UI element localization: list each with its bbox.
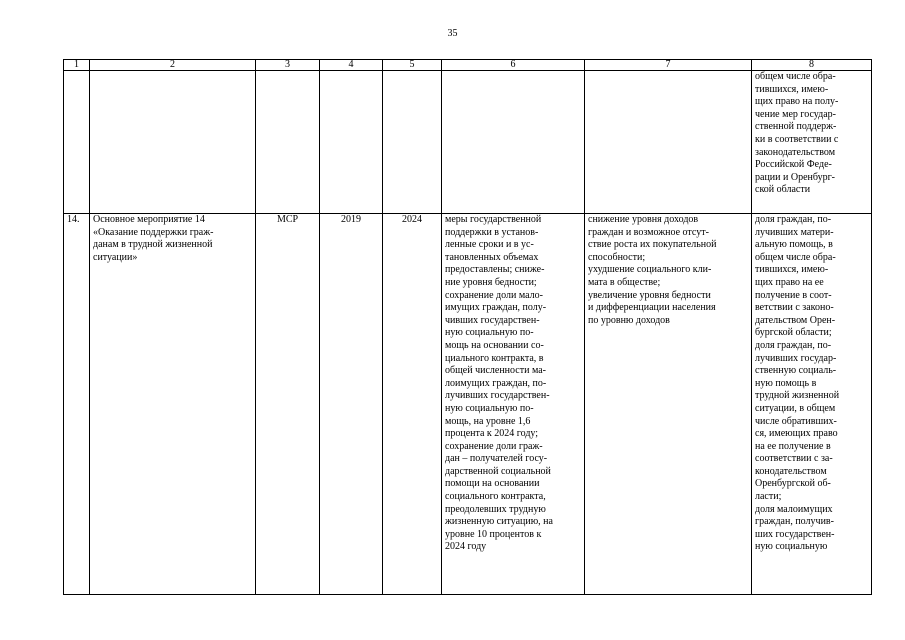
text-line: лучивших государствен- bbox=[445, 390, 550, 402]
end-year-cell: 2024 bbox=[383, 214, 442, 595]
text-line: законодательством bbox=[755, 146, 836, 158]
cell-empty bbox=[64, 71, 90, 214]
text-line: рации и Оренбург- bbox=[755, 171, 835, 183]
cell-empty bbox=[585, 71, 752, 214]
text-line: граждан, получив- bbox=[755, 516, 834, 528]
text-line: щих право на ее bbox=[755, 276, 824, 288]
cell-empty bbox=[320, 71, 383, 214]
cell-empty bbox=[256, 71, 320, 214]
text-line: уровне 10 процентов к bbox=[445, 528, 542, 540]
text-line: ситуации» bbox=[93, 251, 138, 263]
text-line: увеличение уровня бедности bbox=[588, 289, 711, 301]
measures-table bbox=[63, 59, 872, 595]
text-line: граждан и возможное отсут- bbox=[588, 226, 709, 238]
text-line: ственной поддерж- bbox=[755, 121, 837, 133]
text-line: ленные сроки и в ус- bbox=[445, 239, 534, 251]
text-line: ствие роста их покупательной bbox=[588, 239, 717, 251]
text-line: трудной жизненной bbox=[755, 390, 840, 402]
text-line: мощь на основании со- bbox=[445, 339, 544, 351]
text-line: дан – получателей госу- bbox=[445, 453, 548, 465]
text-line: процента к 2024 году; bbox=[445, 428, 539, 440]
text-line: поддержки в установ- bbox=[445, 226, 539, 238]
text-line: конодательством bbox=[755, 465, 827, 477]
text-line: тившихся, имею- bbox=[755, 83, 829, 95]
text-line: имущих граждан, полу- bbox=[445, 302, 547, 314]
table-row-continued bbox=[64, 71, 872, 214]
consequences-cell bbox=[585, 214, 752, 595]
text-line: чение мер государ- bbox=[755, 108, 837, 120]
text-line: получение в соот- bbox=[755, 289, 832, 301]
text-line: ших государствен- bbox=[755, 528, 835, 540]
header-cell-3: 3 bbox=[256, 60, 320, 71]
executor-cell: МСР bbox=[256, 214, 320, 595]
text-line: жизненную ситуацию, на bbox=[445, 516, 553, 528]
text-line: дательством Орен- bbox=[755, 314, 836, 326]
text-line: сохранение доли граж- bbox=[445, 440, 543, 452]
text-line: Оренбургской об- bbox=[755, 478, 831, 490]
text-line: Основное мероприятие 14 bbox=[93, 214, 205, 225]
cell-empty bbox=[90, 71, 256, 214]
text-line: ную помощь в bbox=[755, 377, 817, 389]
text-line: мата в обществе; bbox=[588, 276, 661, 288]
text-line: Российской Феде- bbox=[755, 159, 832, 171]
text-line: альную помощь, в bbox=[755, 239, 833, 251]
text-line: ситуации, в общем bbox=[755, 402, 836, 414]
header-cell-1: 1 bbox=[64, 60, 90, 71]
text-line: лучивших матери- bbox=[755, 226, 834, 238]
text-line: ную социальную по- bbox=[445, 327, 534, 339]
header-cell-6: 6 bbox=[442, 60, 585, 71]
text-line: общем числе обра- bbox=[755, 251, 836, 263]
cell-empty bbox=[383, 71, 442, 214]
cell-empty bbox=[442, 71, 585, 214]
text-line: тившихся, имею- bbox=[755, 264, 829, 276]
text-line: лучивших государ- bbox=[755, 352, 837, 364]
text-line: ственную социаль- bbox=[755, 365, 837, 377]
text-line: доля граждан, по- bbox=[755, 214, 832, 225]
continued-indicators-cell bbox=[752, 71, 872, 214]
text-line: ную социальную bbox=[755, 541, 828, 553]
indicators-cell bbox=[752, 214, 872, 595]
page-number: 35 bbox=[447, 28, 458, 39]
text-line: меры государственной bbox=[445, 214, 542, 225]
text-line: на ее получение в bbox=[755, 440, 831, 452]
text-line: «Оказание поддержки граж- bbox=[93, 226, 214, 238]
text-line: доля граждан, по- bbox=[755, 339, 832, 351]
row-number-cell: 14. bbox=[64, 214, 90, 595]
text-line: и дифференциации населения bbox=[588, 302, 716, 314]
header-cell-5: 5 bbox=[383, 60, 442, 71]
header-cell-7: 7 bbox=[585, 60, 752, 71]
text-line: сохранение доли мало- bbox=[445, 289, 543, 301]
text-line: лоимущих граждан, по- bbox=[445, 377, 547, 389]
text-line: данам в трудной жизненной bbox=[93, 239, 213, 251]
text-line: доля малоимущих bbox=[755, 503, 833, 515]
header-cell-4: 4 bbox=[320, 60, 383, 71]
text-line: числе обративших- bbox=[755, 415, 837, 427]
text-line: щих право на полу- bbox=[755, 96, 839, 108]
expected-result-cell bbox=[442, 214, 585, 595]
header-cell-2: 2 bbox=[90, 60, 256, 71]
measure-title-cell bbox=[90, 214, 256, 595]
text-line: ся, имеющих право bbox=[755, 428, 838, 440]
header-row bbox=[64, 60, 872, 71]
text-line: тановленных объемах bbox=[445, 251, 539, 263]
text-line: чивших государствен- bbox=[445, 314, 540, 326]
text-line: ухудшение социального кли- bbox=[588, 264, 712, 276]
table-row-14 bbox=[64, 214, 872, 595]
start-year-cell: 2019 bbox=[320, 214, 383, 595]
text-line: способности; bbox=[588, 251, 646, 263]
text-line: бургской области; bbox=[755, 327, 832, 339]
text-line: мощь, на уровне 1,6 bbox=[445, 415, 531, 427]
text-line: ласти; bbox=[755, 491, 782, 503]
text-line: ветствии с законо- bbox=[755, 302, 834, 314]
text-line: социального контракта, bbox=[445, 491, 546, 503]
text-line: циального контракта, в bbox=[445, 352, 544, 364]
text-line: предоставлены; сниже- bbox=[445, 264, 545, 276]
text-line: снижение уровня доходов bbox=[588, 214, 699, 225]
text-line: преодолевших трудную bbox=[445, 503, 546, 515]
text-line: помощи на основании bbox=[445, 478, 540, 490]
text-line: ской области bbox=[755, 184, 811, 196]
text-line: дарственной социальной bbox=[445, 465, 551, 477]
text-line: 2024 году bbox=[445, 541, 487, 553]
text-line: ки в соответствии с bbox=[755, 133, 839, 145]
text-line: соответствии с за- bbox=[755, 453, 833, 465]
text-line: ную социальную по- bbox=[445, 402, 534, 414]
text-line: по уровню доходов bbox=[588, 314, 670, 326]
text-line: общей численности ма- bbox=[445, 365, 546, 377]
header-cell-8: 8 bbox=[752, 60, 872, 71]
text-line: ние уровня бедности; bbox=[445, 276, 537, 288]
text-line: общем числе обра- bbox=[755, 71, 836, 82]
